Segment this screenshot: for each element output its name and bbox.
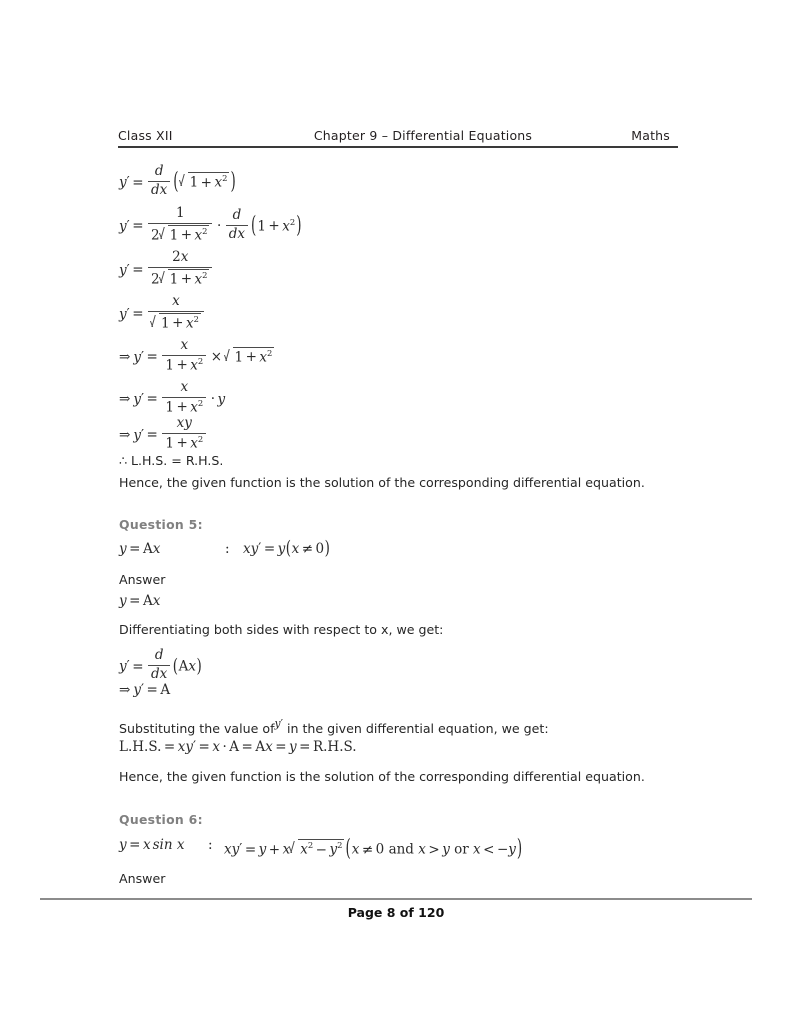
differentiating-instruction: Differentiating both sides with respect to x, we get:: [119, 622, 444, 637]
equation-5: ⇒ y′ = $\frac{x}{1 + x^2}$ × $1 + x^2$: [119, 337, 273, 374]
question-6-heading: Question 6:: [119, 812, 203, 827]
equation-9: ⇒ y′ = A: [119, 682, 171, 698]
question-5-statement-rhs: xy′ = y(x ≠ 0): [243, 537, 330, 560]
question-6-colon: :: [208, 837, 213, 853]
question-6-statement-lhs: y = x sin x: [119, 837, 185, 853]
substituting-symbol: y′: [274, 717, 283, 730]
question-5-given-equation: y = Ax: [119, 593, 161, 609]
substituting-text-part-1: Substituting the value of: [119, 721, 275, 737]
page-header: [118, 128, 678, 143]
header-divider: [118, 146, 678, 148]
page-number-label: Page 8 of 120: [347, 905, 445, 920]
equation-8: y′ = $\frac{d}{dx}$ (Ax): [119, 647, 202, 682]
equation-4: y′ = $\frac{x}{1 + x^2}$: [119, 296, 206, 334]
substituting-instruction: [119, 718, 549, 737]
lhs-equals-rhs-text: ∴ L.H.S. = R.H.S.: [119, 453, 224, 468]
question-5-colon: :: [225, 541, 230, 557]
equation-1: y′ = $\frac{d}{dx}$ ( $1 + x^2$ ): [119, 163, 236, 198]
equation-7: ⇒ y′ = $\frac{xy}{1 + x^2}$: [119, 418, 208, 454]
answer-label-2: Answer: [119, 871, 166, 886]
header-class-label: Class XII: [118, 128, 173, 143]
equation-2: y′ = $\frac{1}{2 1 + x^2}$ · $\frac{d}{dx}$ $(1 + x^2)$: [119, 205, 302, 244]
footer-divider: [40, 898, 752, 900]
equation-10: L.H.S. = xy′ = x · A = Ax = y = R.H.S.: [119, 739, 357, 755]
equation-6: ⇒ y′ = $\frac{x}{1 + x^2}$ · y: [119, 379, 226, 416]
answer-label-1: Answer: [119, 572, 166, 587]
question-6-statement-rhs: xy′ = y + x $x^2 - y^2$ (x ≠ 0 and x > y or x < −y): [224, 835, 523, 863]
conclusion-text-1: Hence, the given function is the solution of the corresponding differential equation.: [119, 475, 645, 490]
conclusion-text-2: Hence, the given function is the solution of the corresponding differential equation.: [119, 769, 645, 784]
substituting-text-part-2: in the given differential equation, we get:: [287, 721, 549, 737]
header-subject-label: Maths: [631, 128, 670, 143]
header-chapter-title: Chapter 9 – Differential Equations: [313, 128, 533, 143]
equation-3: y′ = $\frac{2x}{2 1 + x^2}$: [119, 252, 214, 290]
question-5-statement-lhs: y = Ax: [119, 541, 161, 557]
question-5-heading: Question 5:: [119, 517, 203, 532]
